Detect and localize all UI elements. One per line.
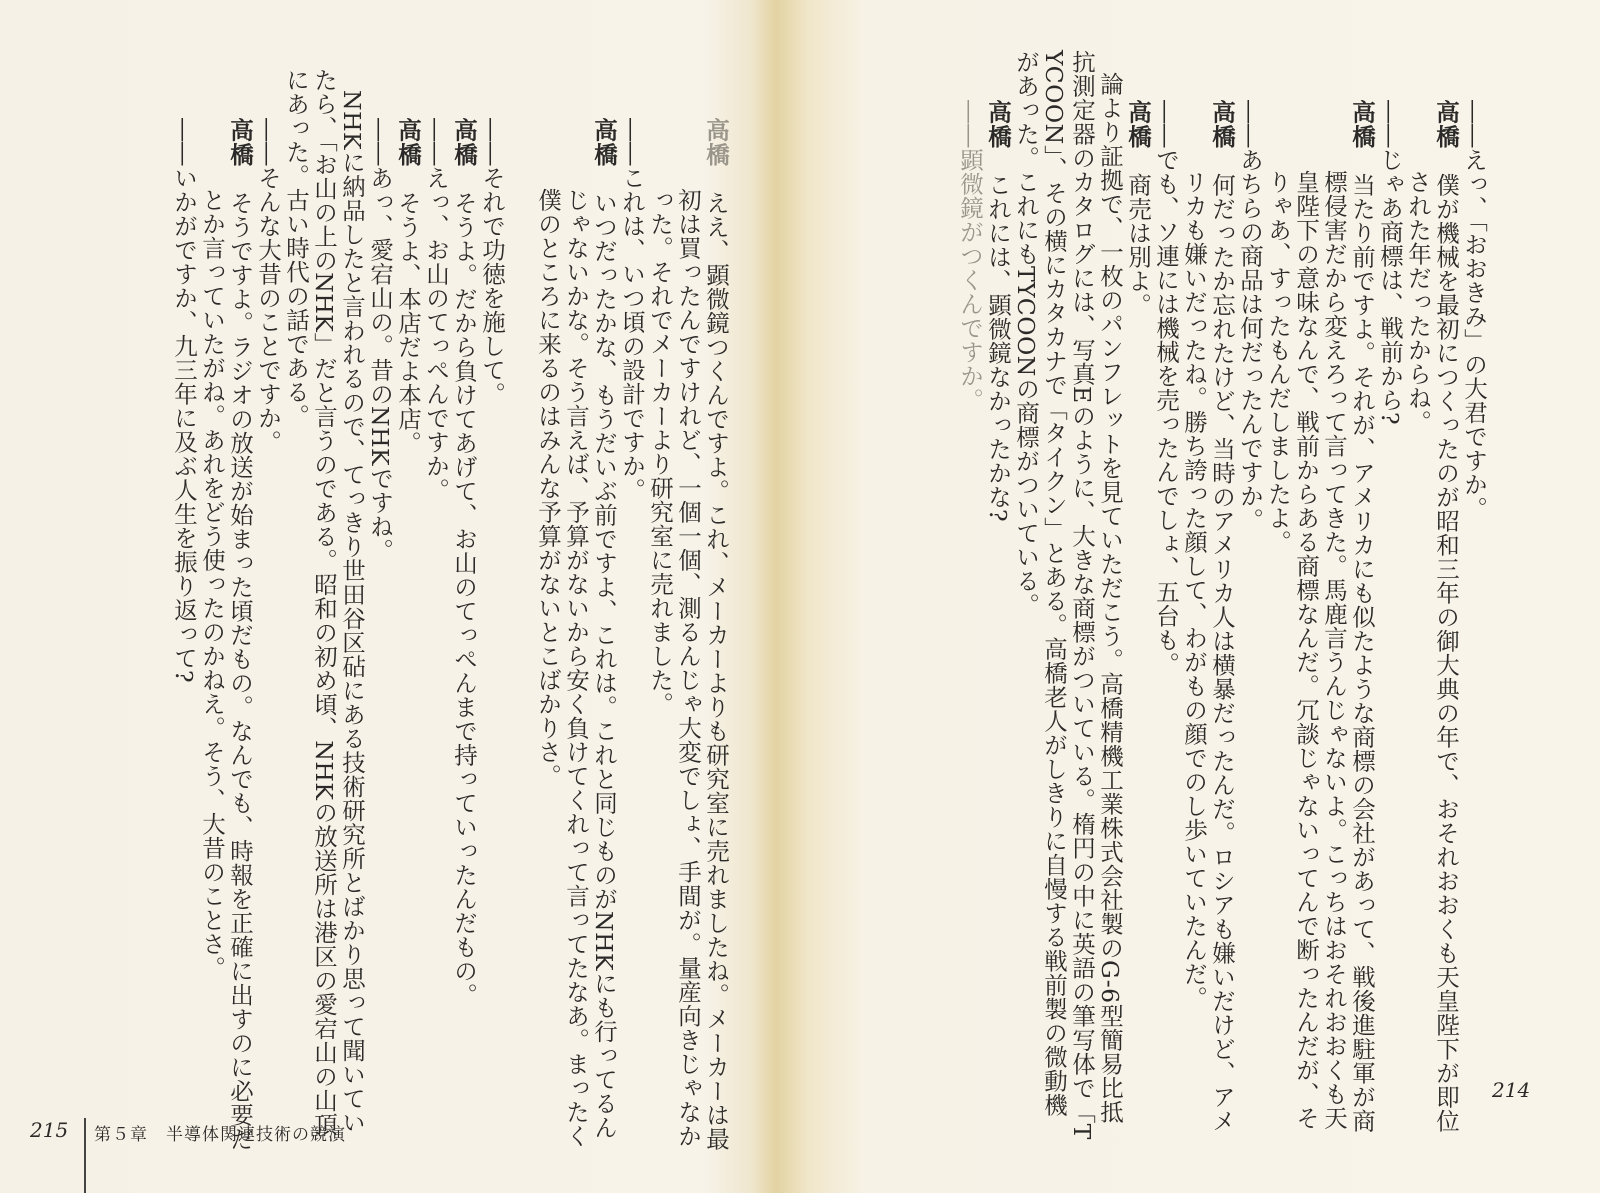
- page-number: 215: [30, 1118, 69, 1142]
- text-column: ――あちらの商品は何だったんですか。: [1236, 100, 1264, 532]
- speaker-label: 高橋: [1432, 100, 1460, 149]
- chapter-title: 第５章 半導体関連技術の競演: [94, 1125, 346, 1145]
- text-column: ――えっ、「おおきみ」の大君ですか。: [1460, 100, 1488, 521]
- speaker-label: 高橋: [984, 100, 1012, 149]
- text-column: ――えっ、お山のてっぺんですか。: [422, 118, 450, 502]
- speaker-label: 高橋: [1348, 100, 1376, 149]
- text-column: とか言っていたがね。あれをどう使ったのかねえ。そう、大昔のことさ。: [198, 188, 226, 980]
- text-column: NHKに納品したと言われるので、てっきり世田谷区砧にある技術研究所とばかり思って聞いてい: [338, 90, 366, 1135]
- page-number: 214: [1492, 1078, 1531, 1102]
- text-column: った。それでメーカーより研究室に売れました。: [646, 188, 674, 716]
- text-column: ――でも、ソ連には機械を売ったんでしょ、五台も。: [1152, 100, 1180, 676]
- text-column: ――あっ、愛宕山の。昔のNHKですね。: [366, 118, 394, 563]
- left-page: [0, 0, 760, 1193]
- text-column: があった。これにもTYCOONの商標がついている。: [1012, 50, 1040, 617]
- text-column: たら、「お山の上のNHK」だと言うのである。昭和の初め頃、NHKの放送所は港区の愛宕山の山頂: [310, 68, 338, 1137]
- text-column: 初は買ったんですけれど、一個一個、測るんじゃ大変でしょ、手間が。量産向きじゃなか: [674, 188, 702, 1148]
- footer-rule: [84, 1118, 86, 1193]
- text-column: 高橋 いつだったかな、もうだいぶ前ですよ、これは。これと同じものがNHKにも行ってるん: [590, 118, 618, 1140]
- text-column: ――顕微鏡がつくんですか。: [956, 100, 984, 412]
- text-column: ――そんな大昔のことですか。: [254, 118, 282, 454]
- text-column: ――これは、いつ頃の設計ですか。: [618, 118, 646, 502]
- text-column: りゃあ、すったもんだしましたよ。: [1264, 170, 1292, 554]
- text-column: 高橋 当たり前ですよ。それが、アメリカにも似たような商標の会社があって、戦後進駐軍が商: [1348, 100, 1376, 1133]
- text-column: 高橋 何だったか忘れたけど、当時のアメリカ人は横暴だったんだ。ロシアも嫌いだけど、アメ: [1208, 100, 1236, 1133]
- text-column: リカも嫌いだったね。勝ち誇った顔して、わがもの顔でのし歩いていたんだ。: [1180, 170, 1208, 1010]
- text-column: 高橋 ええ、顕微鏡つくんですよ。これ、メーカーよりも研究室に売れましたね。メーカーは最: [702, 118, 730, 1151]
- text-column: 標侵害だから変えろって言ってきた。馬鹿言うんじゃないよ。こっちはおそれおおくも天: [1320, 170, 1348, 1130]
- speaker-label: 高橋: [1124, 100, 1152, 149]
- text-column: ――じゃあ商標は、戦前から?: [1376, 100, 1404, 426]
- text-column: にあった。古い時代の話である。: [282, 68, 310, 428]
- text-column: 僕のところに来るのはみんな予算がないとこばかりさ。: [534, 188, 562, 788]
- text-column: 高橋 商売は別よ。: [1124, 100, 1152, 317]
- text-column: じゃないかな。そう言えば、予算がないから安く負けてくれって言ってたなあ。まったく: [562, 188, 590, 1148]
- speaker-label: 高橋: [226, 118, 254, 167]
- text-column: 高橋 これには、顕微鏡なかったかな?: [984, 100, 1012, 523]
- right-page: [790, 0, 1600, 1193]
- speaker-label: 高橋: [450, 118, 478, 167]
- text-column: YCOON」、その横にカタカナで「タイクン」とある。高橋老人がしきりに自慢する戦前製の微動機: [1040, 50, 1068, 1117]
- text-column: 高橋 僕が機械を最初につくったのが昭和三年の御大典の年で、おそれおおくも天皇陛下が即位: [1432, 100, 1460, 1133]
- text-column: 高橋 そうですよ。ラジオの放送が始まった頃だもの。なんでも、時報を正確に出すのに必要だ: [226, 118, 254, 1151]
- text-column: 高橋 そうよ、本店だよ本店。: [394, 118, 422, 455]
- speaker-label: 高橋: [394, 118, 422, 167]
- text-column: 抗測定器のカタログには、写真Eのように、大きな商標がついている。楕円の中に英語の筆写体で「T: [1068, 50, 1096, 1140]
- speaker-label: 高橋: [1208, 100, 1236, 149]
- text-column: ――それで功徳を施して。: [478, 118, 506, 406]
- text-column: 高橋 そうよ。だから負けてあげて、お山のてっぺんまで持っていったんだもの。: [450, 118, 478, 1007]
- speaker-label: 高橋: [702, 118, 730, 167]
- text-column: ――いかがですか、九三年に及ぶ人生を振り返って?: [170, 118, 198, 684]
- text-column: された年だったからね。: [1404, 170, 1432, 434]
- speaker-label: 高橋: [590, 118, 618, 167]
- text-column: 論より証拠で、一枚のパンフレットを見ていただこう。高橋精機工業株式会社製のG-6型簡易比抵: [1096, 72, 1124, 1124]
- text-column: 皇陛下の意味なんで、戦前からある商標なんだ。冗談じゃないってんで断ったんだが、そ: [1292, 170, 1320, 1130]
